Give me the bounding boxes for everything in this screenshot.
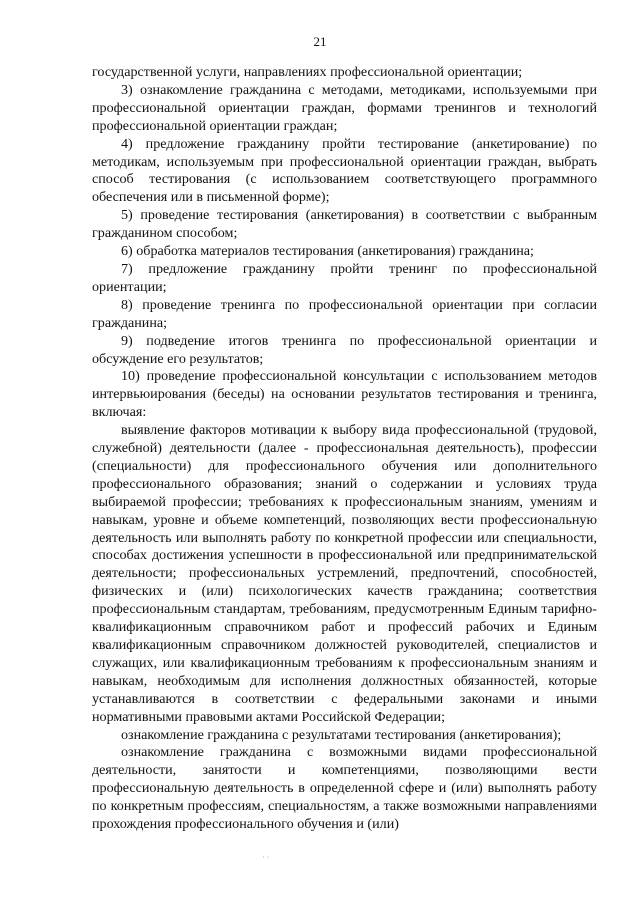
paragraph-item-7: 7) предложение гражданину пройти тренинг по профессиональной ориентации; bbox=[92, 260, 597, 295]
paragraph-results: ознакомление гражданина с результатами тестирования (анкетирования); bbox=[121, 726, 562, 743]
paragraph-item-6: 6) обработка материалов тестирования (анкетирования) гражданина; bbox=[121, 243, 534, 260]
page-number: 21 bbox=[313, 34, 327, 49]
paragraph-item-10: 10) проведение профессиональной консультации с использованием методов интервьюирования (беседы) на основании результатов тестирования и тренинга, включая: bbox=[92, 368, 597, 421]
paragraph-factors: выявление факторов мотивации к выбору вида профессиональной (трудовой, служебной) деятельности (далее - профессиональная деятельность), профессии (специальности) для профессионального обучения или дополнительного профессионального образования; знаний о содержании и условиях труда выбираемой профессии; требованиях к профессиональным знаниям, умениям и навыкам, уровне и объеме компетенций, позволяющих вести профессиональную деятельность или выполнять работу по конкретной профессии или специальности, способах достижения успешности в профессиональной или предпринимательской деятельности; профессиональных устремлений, предпочтений, способностей, физических и (или) психологических качеств гражданина; соответствия профессиональным стандартам, требованиям, предусмотренным Единым тарифно-квалификационным справочником работ и профессий рабочих и Единым квалификационным справочником должностей руководителей, специалистов и служащих, или квалификационным требованиям к профессиональным знаниям и навыкам, необходимым для исполнения должностных обязанностей, которые устанавливаются в соответствии с федеральными законами и иными нормативными правовыми актами Российской Федерации; bbox=[92, 422, 597, 725]
scan-mark: · · bbox=[262, 853, 270, 862]
paragraph-activities: ознакомление гражданина с возможными видами профессиональной деятельности, занятости и компетенциями, позволяющими вести профессиональную деятельность в определенной сфере и (или) выполнять работу по конкретным профессиям, специальностям, а также возможными направлениями прохождения профессионального обучения и (или) bbox=[92, 744, 597, 833]
paragraph-item-5: 5) проведение тестирования (анкетирования) в соответствии с выбранным гражданином способом; bbox=[92, 207, 597, 242]
paragraph-item-3: 3) ознакомление гражданина с методами, методиками, используемыми при профессиональной ориентации граждан, формами тренингов и технологий профессиональной ориентации граждан; bbox=[92, 81, 597, 134]
paragraph-item-9: 9) подведение итогов тренинга по профессиональной ориентации и обсуждение его результатов; bbox=[92, 332, 597, 367]
document-body bbox=[92, 64, 597, 834]
paragraph-item-8: 8) проведение тренинга по профессиональной ориентации при согласии гражданина; bbox=[92, 296, 597, 331]
paragraph-item-4: 4) предложение гражданину пройти тестирование (анкетирование) по методикам, используемым при профессиональной ориентации граждан, выбрать способ тестирования (с использованием соответствующего программного обеспечения или в письменной форме); bbox=[92, 135, 597, 206]
paragraph-continuation: государственной услуги, направлениях профессиональной ориентации; bbox=[92, 64, 523, 80]
